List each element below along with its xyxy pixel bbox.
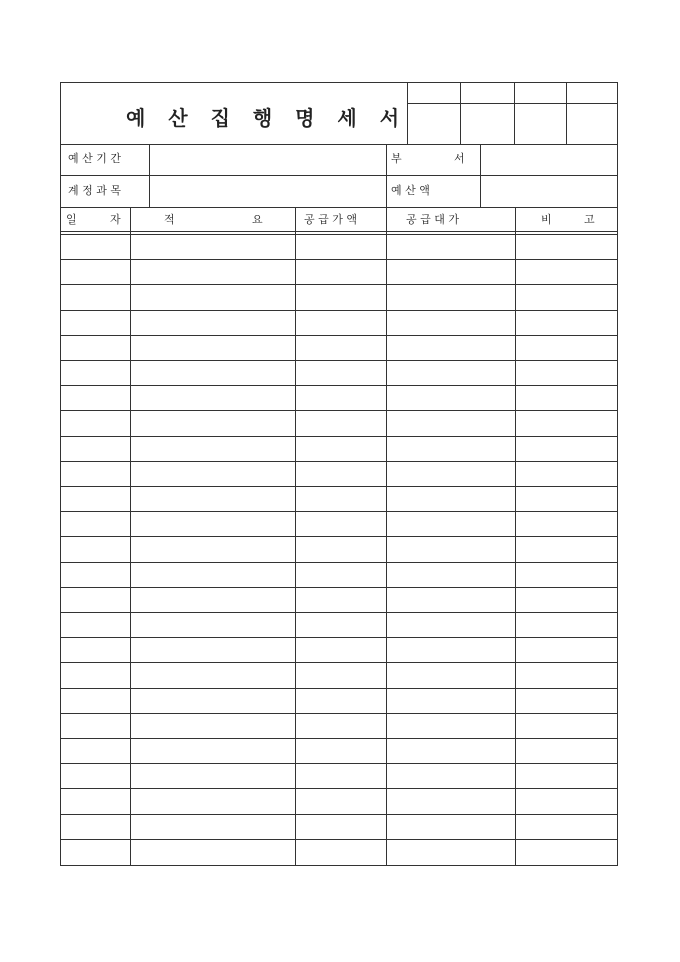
payment-cell[interactable]	[388, 487, 515, 511]
table-row	[60, 714, 618, 739]
description-cell[interactable]	[132, 462, 295, 486]
description-cell[interactable]	[132, 714, 295, 738]
payment-cell[interactable]	[388, 386, 515, 410]
table-row	[60, 361, 618, 386]
supply-amount-cell[interactable]	[297, 487, 386, 511]
payment-cell[interactable]	[388, 462, 515, 486]
date-cell[interactable]	[61, 285, 130, 309]
date-cell[interactable]	[61, 311, 130, 335]
payment-cell[interactable]	[388, 285, 515, 309]
supply-amount-cell[interactable]	[297, 361, 386, 385]
supply-amount-cell[interactable]	[297, 411, 386, 435]
table-row	[60, 689, 618, 714]
table-row	[60, 336, 618, 361]
supply-amount-cell[interactable]	[297, 260, 386, 284]
supply-amount-cell[interactable]	[297, 613, 386, 637]
supply-amount-cell[interactable]	[297, 714, 386, 738]
description-cell[interactable]	[132, 411, 295, 435]
date-cell[interactable]	[61, 537, 130, 561]
date-cell[interactable]	[61, 739, 130, 763]
approval-signature-box[interactable]	[515, 104, 566, 144]
supply-amount-cell[interactable]	[297, 588, 386, 612]
note-cell[interactable]	[517, 563, 617, 587]
note-cell[interactable]	[517, 840, 617, 864]
note-cell[interactable]	[517, 512, 617, 536]
payment-cell[interactable]	[388, 411, 515, 435]
table-row	[60, 563, 618, 588]
note-cell[interactable]	[517, 789, 617, 813]
table-row	[60, 840, 618, 865]
header-note-second: 고	[584, 213, 595, 226]
note-cell[interactable]	[517, 638, 617, 662]
date-cell[interactable]	[61, 764, 130, 788]
supply-amount-cell[interactable]	[297, 512, 386, 536]
supply-amount-cell[interactable]	[297, 563, 386, 587]
description-cell[interactable]	[132, 815, 295, 839]
note-cell[interactable]	[517, 689, 617, 713]
payment-cell[interactable]	[388, 815, 515, 839]
note-cell[interactable]	[517, 714, 617, 738]
supply-amount-cell[interactable]	[297, 689, 386, 713]
table-row	[60, 789, 618, 814]
date-cell[interactable]	[61, 663, 130, 687]
payment-cell[interactable]	[388, 613, 515, 637]
note-cell[interactable]	[517, 815, 617, 839]
table-row	[60, 512, 618, 537]
note-cell[interactable]	[517, 386, 617, 410]
date-cell[interactable]	[61, 336, 130, 360]
date-cell[interactable]	[61, 260, 130, 284]
description-cell[interactable]	[132, 437, 295, 461]
table-row	[60, 537, 618, 562]
date-cell[interactable]	[61, 714, 130, 738]
payment-cell[interactable]	[388, 689, 515, 713]
note-cell[interactable]	[517, 613, 617, 637]
supply-amount-cell[interactable]	[297, 336, 386, 360]
payment-cell[interactable]	[388, 311, 515, 335]
description-cell[interactable]	[132, 512, 295, 536]
date-cell[interactable]	[61, 437, 130, 461]
payment-cell[interactable]	[388, 437, 515, 461]
note-cell[interactable]	[517, 462, 617, 486]
dept-label-second: 서	[454, 152, 465, 165]
payment-cell[interactable]	[388, 361, 515, 385]
payment-cell[interactable]	[388, 588, 515, 612]
payment-cell[interactable]	[388, 260, 515, 284]
note-cell[interactable]	[517, 260, 617, 284]
note-cell[interactable]	[517, 487, 617, 511]
supply-amount-cell[interactable]	[297, 840, 386, 864]
supply-amount-cell[interactable]	[297, 386, 386, 410]
header-note-first: 비	[541, 213, 552, 226]
header-payment: 공 급 대 가	[406, 213, 459, 226]
date-cell[interactable]	[61, 462, 130, 486]
table-row	[60, 588, 618, 613]
payment-cell[interactable]	[388, 739, 515, 763]
date-cell[interactable]	[61, 512, 130, 536]
date-cell[interactable]	[61, 638, 130, 662]
note-cell[interactable]	[517, 311, 617, 335]
description-cell[interactable]	[132, 260, 295, 284]
supply-amount-cell[interactable]	[297, 437, 386, 461]
date-cell[interactable]	[61, 588, 130, 612]
table-row	[60, 411, 618, 436]
border-bottom	[60, 865, 618, 866]
approval-signature-box[interactable]	[461, 104, 514, 144]
supply-amount-cell[interactable]	[297, 789, 386, 813]
table-row	[60, 613, 618, 638]
supply-amount-cell[interactable]	[297, 764, 386, 788]
supply-amount-cell[interactable]	[297, 462, 386, 486]
account-label: 계 정 과 목	[68, 184, 121, 197]
document-title: 예 산 집 행 명 세 서	[126, 106, 408, 130]
description-cell[interactable]	[132, 613, 295, 637]
note-cell[interactable]	[517, 537, 617, 561]
note-cell[interactable]	[517, 739, 617, 763]
table-row	[60, 764, 618, 789]
payment-cell[interactable]	[388, 336, 515, 360]
note-cell[interactable]	[517, 663, 617, 687]
table-row	[60, 487, 618, 512]
description-cell[interactable]	[132, 537, 295, 561]
note-cell[interactable]	[517, 235, 617, 259]
divider	[386, 144, 387, 207]
date-cell[interactable]	[61, 815, 130, 839]
description-cell[interactable]	[132, 638, 295, 662]
payment-cell[interactable]	[388, 537, 515, 561]
note-cell[interactable]	[517, 336, 617, 360]
approval-signature-box[interactable]	[567, 104, 617, 144]
date-cell[interactable]	[61, 840, 130, 864]
payment-cell[interactable]	[388, 840, 515, 864]
date-cell[interactable]	[61, 411, 130, 435]
note-cell[interactable]	[517, 361, 617, 385]
date-cell[interactable]	[61, 563, 130, 587]
supply-amount-cell[interactable]	[297, 815, 386, 839]
period-field[interactable]	[150, 145, 386, 175]
table-row	[60, 462, 618, 487]
border-top	[60, 82, 618, 83]
table-row	[60, 235, 618, 260]
budget-execution-form	[60, 82, 618, 866]
table-row	[60, 739, 618, 764]
description-cell[interactable]	[132, 663, 295, 687]
payment-cell[interactable]	[388, 512, 515, 536]
supply-amount-cell[interactable]	[297, 739, 386, 763]
date-cell[interactable]	[61, 235, 130, 259]
budget-amount-label: 예 산 액	[391, 184, 430, 197]
header-divider	[60, 231, 618, 232]
date-cell[interactable]	[61, 789, 130, 813]
note-cell[interactable]	[517, 764, 617, 788]
supply-amount-cell[interactable]	[297, 285, 386, 309]
description-cell[interactable]	[132, 840, 295, 864]
table-row	[60, 437, 618, 462]
header-description-second: 요	[252, 213, 263, 226]
description-cell[interactable]	[132, 588, 295, 612]
payment-cell[interactable]	[388, 563, 515, 587]
description-cell[interactable]	[132, 361, 295, 385]
payment-cell[interactable]	[388, 764, 515, 788]
note-cell[interactable]	[517, 285, 617, 309]
divider	[60, 207, 618, 208]
table-row	[60, 386, 618, 411]
payment-cell[interactable]	[388, 663, 515, 687]
description-cell[interactable]	[132, 285, 295, 309]
note-cell[interactable]	[517, 411, 617, 435]
date-cell[interactable]	[61, 487, 130, 511]
date-cell[interactable]	[61, 689, 130, 713]
budget-amount-field[interactable]	[481, 176, 617, 206]
supply-amount-cell[interactable]	[297, 638, 386, 662]
supply-amount-cell[interactable]	[297, 311, 386, 335]
table-row	[60, 638, 618, 663]
account-field[interactable]	[150, 176, 386, 206]
description-cell[interactable]	[132, 563, 295, 587]
header-date-first: 일	[66, 213, 77, 226]
period-label: 예 산 기 간	[68, 152, 121, 165]
approval-signature-box[interactable]	[408, 104, 460, 144]
dept-field[interactable]	[481, 145, 617, 175]
supply-amount-cell[interactable]	[297, 537, 386, 561]
note-cell[interactable]	[517, 437, 617, 461]
table-row	[60, 285, 618, 310]
header-description-first: 적	[164, 213, 175, 226]
description-cell[interactable]	[132, 689, 295, 713]
date-cell[interactable]	[61, 361, 130, 385]
description-cell[interactable]	[132, 789, 295, 813]
description-cell[interactable]	[132, 487, 295, 511]
note-cell[interactable]	[517, 588, 617, 612]
description-cell[interactable]	[132, 235, 295, 259]
payment-cell[interactable]	[388, 638, 515, 662]
description-cell[interactable]	[132, 386, 295, 410]
payment-cell[interactable]	[388, 714, 515, 738]
table-row	[60, 260, 618, 285]
header-supply-amount: 공 급 가 액	[304, 213, 357, 226]
supply-amount-cell[interactable]	[297, 235, 386, 259]
payment-cell[interactable]	[388, 235, 515, 259]
table-row	[60, 311, 618, 336]
date-cell[interactable]	[61, 386, 130, 410]
header-date-second: 자	[110, 213, 121, 226]
description-cell[interactable]	[132, 739, 295, 763]
supply-amount-cell[interactable]	[297, 663, 386, 687]
table-row	[60, 663, 618, 688]
description-cell[interactable]	[132, 764, 295, 788]
payment-cell[interactable]	[388, 789, 515, 813]
dept-label-first: 부	[391, 152, 402, 165]
description-cell[interactable]	[132, 336, 295, 360]
table-row	[60, 815, 618, 840]
date-cell[interactable]	[61, 613, 130, 637]
description-cell[interactable]	[132, 311, 295, 335]
